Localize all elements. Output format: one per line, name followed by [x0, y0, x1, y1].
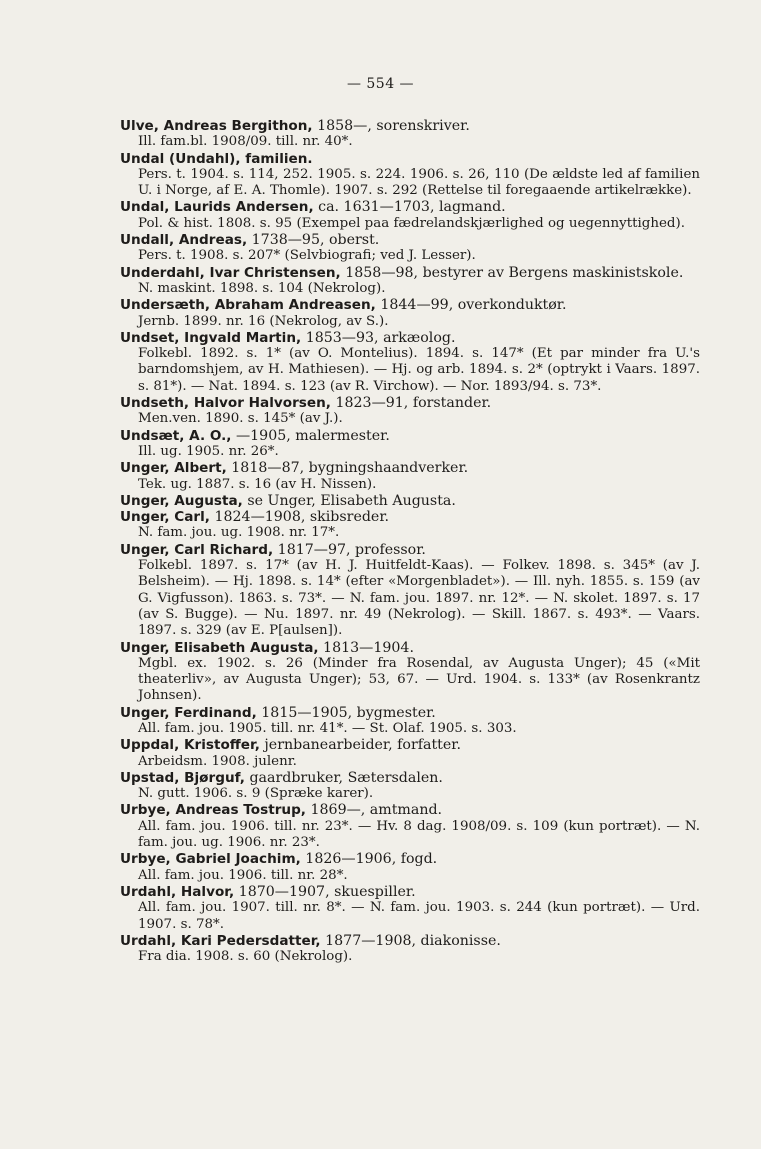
- entry-description: 1824—1908, skibsreder.: [209, 509, 390, 526]
- index-entry: [120, 265, 700, 298]
- entry-references: Jernb. 1899. nr. 16 (Nekrolog, av S.).: [138, 313, 389, 329]
- entry-name: Urbye, Gabriel Joachim,: [120, 851, 301, 868]
- entry-heading: [120, 428, 700, 444]
- entry-name: Undal, Laurids Andersen,: [120, 199, 314, 216]
- entry-name: Unger, Carl,: [120, 509, 210, 526]
- index-entry: [120, 884, 700, 933]
- index-entry: [120, 395, 700, 428]
- entry-name: Unger, Augusta,: [120, 492, 243, 509]
- entry-name: Urdahl, Halvor,: [120, 883, 235, 900]
- entry-references: All. fam. jou. 1906. till. nr. 28*.: [138, 867, 348, 883]
- entry-references: Pers. t. 1908. s. 207* (Selvbiografi; ved J. Lesser).: [138, 248, 476, 264]
- entry-description: 1869—, amtmand.: [305, 802, 443, 819]
- index-entry: [120, 802, 700, 851]
- entry-heading: [120, 737, 700, 753]
- entry-references: Folkebl. 1897. s. 17* (av H. J. Huitfeldt-Kaas). — Folkev. 1898. s. 345* (av J. Belsheim). — Hj. 1898. s. 14* (efter «Morgenbladet»). — Ill. nyh. 1855. s. 159 (av G. Vigfusson). 1863. s. 73*. — N. fam. jou. 1897. nr. 12*. — N. skolet. 1897. s. 17 (av S. Bugge). — Nu. 1897. nr. 49 (Nekrolog). — Skill. 1867. s. 493*. — Vaars. 1897. s. 329 (av E. P[aulsen]).: [138, 558, 700, 639]
- entry-references: Pol. & hist. 1808. s. 95 (Exempel paa fædrelandskjærlighed og uegennyttighed).: [138, 215, 685, 231]
- index-entry: [120, 933, 700, 966]
- entry-references: All. fam. jou. 1905. till. nr. 41*. — St. Olaf. 1905. s. 303.: [138, 720, 517, 736]
- entry-name: Undersæth, Abraham Andreasen,: [120, 297, 376, 314]
- entry-heading: [120, 542, 700, 558]
- entry-references: Pers. t. 1904. s. 114, 252. 1905. s. 224. 1906. s. 26, 110 (De ældste led af familien U. i Norge, af E. A. Thomle). 1907. s. 292 (Rettelse til foregaaende artikelrække).: [138, 166, 700, 199]
- entry-references: Mgbl. ex. 1902. s. 26 (Minder fra Rosendal, av Augusta Unger); 45 («Mit theaterliv», av Augusta Unger); 53, 67. — Urd. 1904. s. 133* (av Rosenkrantz Johnsen).: [138, 655, 700, 704]
- entry-heading: [120, 933, 700, 949]
- entry-name: Urbye, Andreas Tostrup,: [120, 802, 306, 819]
- page-number: — 554 —: [346, 76, 415, 92]
- entry-name: Undseth, Halvor Halvorsen,: [120, 395, 331, 412]
- entry-references: N. maskint. 1898. s. 104 (Nekrolog).: [138, 280, 386, 296]
- entry-name: Unger, Elisabeth Augusta,: [120, 639, 319, 656]
- entry-heading: [120, 297, 700, 313]
- index-entry: [120, 199, 700, 232]
- entry-description: ca. 1631—1703, lagmand.: [313, 199, 506, 216]
- entry-heading: [120, 493, 700, 509]
- index-entry: [120, 297, 700, 330]
- index-entry: [120, 118, 700, 151]
- entry-description: 1858—, sorenskriver.: [312, 118, 470, 134]
- entry-references: Men.ven. 1890. s. 145* (av J.).: [138, 411, 343, 427]
- index-entry: [120, 428, 700, 461]
- entry-description: 1823—91, forstander.: [330, 395, 492, 412]
- entry-description: 1877—1908, diakonisse.: [320, 932, 501, 949]
- entry-name: Unger, Carl Richard,: [120, 541, 274, 558]
- entry-heading: [120, 118, 700, 134]
- entry-name: Urdahl, Kari Pedersdatter,: [120, 932, 321, 949]
- entry-description: gaardbruker, Sætersdalen.: [244, 769, 443, 786]
- entry-heading: [120, 199, 700, 215]
- entry-references: N. gutt. 1906. s. 9 (Spræke karer).: [138, 786, 374, 802]
- entry-heading: [120, 265, 700, 281]
- entry-name: Unger, Ferdinand,: [120, 704, 257, 721]
- index-entry: [120, 151, 700, 200]
- entry-description: 1738—95, oberst.: [247, 232, 380, 249]
- entry-heading: [120, 640, 700, 656]
- entry-references: All. fam. jou. 1906. till. nr. 23*. — Hv. 8 dag. 1908/09. s. 109 (kun portræt). — N. fam. jou. ug. 1906. nr. 23*.: [138, 818, 700, 851]
- index-entry: [120, 493, 700, 509]
- entry-description: 1858—98, bestyrer av Bergens maskinistskole.: [340, 264, 684, 281]
- index-entry: [120, 737, 700, 770]
- entry-references: Fra dia. 1908. s. 60 (Nekrolog).: [138, 949, 353, 965]
- entry-references: Folkebl. 1892. s. 1* (av O. Montelius). 1894. s. 147* (Et par minder fra U.'s barndomshjem, av H. Mathiesen). — Hj. og arb. 1894. s. 2* (optrykt i Vaars. 1897. s. 81*). — Nat. 1894. s. 123 (av R. Virchow). — Nor. 1893/94. s. 73*.: [138, 346, 700, 394]
- entry-heading: [120, 851, 700, 867]
- entry-heading: [120, 802, 700, 818]
- index-entry: [120, 509, 700, 542]
- entry-name: Unger, Albert,: [120, 460, 227, 477]
- entry-description: 1818—87, bygningshaandverker.: [226, 460, 469, 477]
- entry-references: Arbeidsm. 1908. julenr.: [138, 753, 297, 769]
- entry-heading: [120, 151, 700, 167]
- entry-references: N. fam. jou. ug. 1908. nr. 17*.: [138, 525, 340, 541]
- entry-name: Uppdal, Kristoffer,: [120, 737, 260, 754]
- entry-description: 1853—93, arkæolog.: [301, 329, 456, 346]
- entry-heading: [120, 770, 700, 786]
- index-entry: [120, 640, 700, 705]
- entry-references: Ill. fam.bl. 1908/09. till. nr. 40*.: [138, 134, 353, 150]
- entry-heading: [120, 460, 700, 476]
- entry-name: Ulve, Andreas Bergithon,: [120, 118, 313, 134]
- entry-heading: [120, 395, 700, 411]
- entry-name: Underdahl, Ivar Christensen,: [120, 264, 341, 281]
- entry-description: 1817—97, professor.: [273, 541, 426, 558]
- entry-description: 1844—99, overkonduktør.: [375, 297, 567, 314]
- entry-references: Tek. ug. 1887. s. 16 (av H. Nissen).: [138, 476, 377, 492]
- entry-description: jernbanearbeider, forfatter.: [259, 737, 461, 754]
- entry-description: 1815—1905, bygmester.: [256, 704, 436, 721]
- entry-description: 1813—1904.: [318, 639, 414, 656]
- index-entry: [120, 232, 700, 265]
- entry-description: se Unger, Elisabeth Augusta.: [242, 492, 456, 509]
- entry-heading: [120, 884, 700, 900]
- index-entry: [120, 460, 700, 493]
- entry-references: Ill. ug. 1905. nr. 26*.: [138, 443, 279, 459]
- entry-name: Undall, Andreas,: [120, 232, 248, 249]
- entry-description: 1870—1907, skuespiller.: [234, 883, 416, 900]
- entry-list: [120, 118, 700, 965]
- entry-name: Undset, Ingvald Martin,: [120, 329, 302, 346]
- entry-references: All. fam. jou. 1907. till. nr. 8*. — N. fam. jou. 1903. s. 244 (kun portræt). — Urd. 1907. s. 78*.: [138, 900, 700, 932]
- entry-heading: [120, 232, 700, 248]
- entry-heading: [120, 509, 700, 525]
- entry-name: Undal (Undahl), familien.: [120, 150, 313, 167]
- entry-heading: [120, 705, 700, 721]
- index-entry: [120, 770, 700, 803]
- index-entry: [120, 705, 700, 738]
- entry-description: —1905, malermester.: [231, 427, 390, 444]
- index-entry: [120, 851, 700, 884]
- entry-name: Upstad, Bjørguf,: [120, 769, 245, 786]
- index-entry: [120, 330, 700, 395]
- index-entry: [120, 542, 700, 640]
- entry-heading: [120, 330, 700, 346]
- entry-description: 1826—1906, fogd.: [300, 851, 438, 868]
- entry-name: Undsæt, A. O.,: [120, 427, 232, 444]
